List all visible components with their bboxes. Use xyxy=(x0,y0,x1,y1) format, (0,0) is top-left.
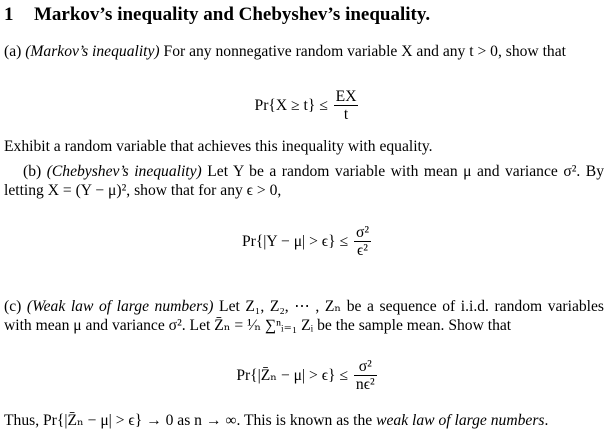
section-heading xyxy=(4,4,430,26)
weak-law-eq-denominator: nϵ² xyxy=(355,376,375,393)
markov-eq-denominator: t xyxy=(343,106,349,123)
section-number: 1 xyxy=(4,4,14,25)
part-b-name: (Chebyshev’s inequality) xyxy=(46,163,202,180)
part-a-followup: Exhibit a random variable that achieves this inequality with equality. xyxy=(4,138,433,155)
part-c-conclusion xyxy=(4,411,604,430)
part-c-conclusion-text: Thus, Pr{|Z̄ₙ − μ| > ϵ} → 0 as n → ∞. This is known as the xyxy=(4,412,373,429)
markov-eq-numerator: EX xyxy=(335,88,357,105)
part-b-statement xyxy=(4,162,604,200)
markov-eq-lhs: Pr{X ≥ t} ≤ xyxy=(254,96,328,114)
markov-eq-fraction xyxy=(334,88,359,123)
part-a-text: For any nonnegative random variable X and any t > 0, show that xyxy=(163,43,566,60)
part-a-statement xyxy=(4,42,604,61)
weak-law-eq-numerator: σ² xyxy=(354,358,377,376)
weak-law-equation xyxy=(0,358,615,393)
part-c-statement xyxy=(4,297,604,335)
weak-law-eq-fraction xyxy=(354,358,377,393)
chebyshev-eq-lhs: Pr{|Y − μ| > ϵ} ≤ xyxy=(241,232,349,250)
weak-law-eq-lhs: Pr{|Z̄ₙ − μ| > ϵ} ≤ xyxy=(236,367,348,384)
part-c-text: Let Z₁, Z₂, ⋯ , Zₙ be a sequence of i.i.d. random variables with mean μ and variance σ². Let Z̄ₙ = ¹⁄ₙ ∑ⁿᵢ₌₁ Zᵢ be the sample mean. Show that xyxy=(4,298,604,334)
part-c-conclusion-period: . xyxy=(544,412,549,429)
part-c-name: (Weak law of large numbers) xyxy=(26,298,214,315)
chebyshev-inequality-equation xyxy=(0,224,615,259)
part-a-label: (a) xyxy=(4,43,22,60)
chebyshev-eq-denominator: ϵ² xyxy=(356,242,368,259)
part-c-label: (c) xyxy=(4,298,22,315)
chebyshev-eq-fraction xyxy=(354,224,371,259)
part-a-name: (Markov’s inequality) xyxy=(25,43,160,60)
part-c-conclusion-emphasis: weak law of large numbers xyxy=(376,412,545,429)
markov-inequality-equation xyxy=(0,88,615,123)
part-b-text: Let Y be a random variable with mean μ and variance σ². By letting X = (Y − μ)², show that for any ϵ > 0, xyxy=(4,163,604,199)
part-b-label: (b) xyxy=(23,163,42,180)
section-title: Markov’s inequality and Chebyshev’s inequality. xyxy=(34,4,431,25)
chebyshev-eq-numerator: σ² xyxy=(355,224,370,241)
